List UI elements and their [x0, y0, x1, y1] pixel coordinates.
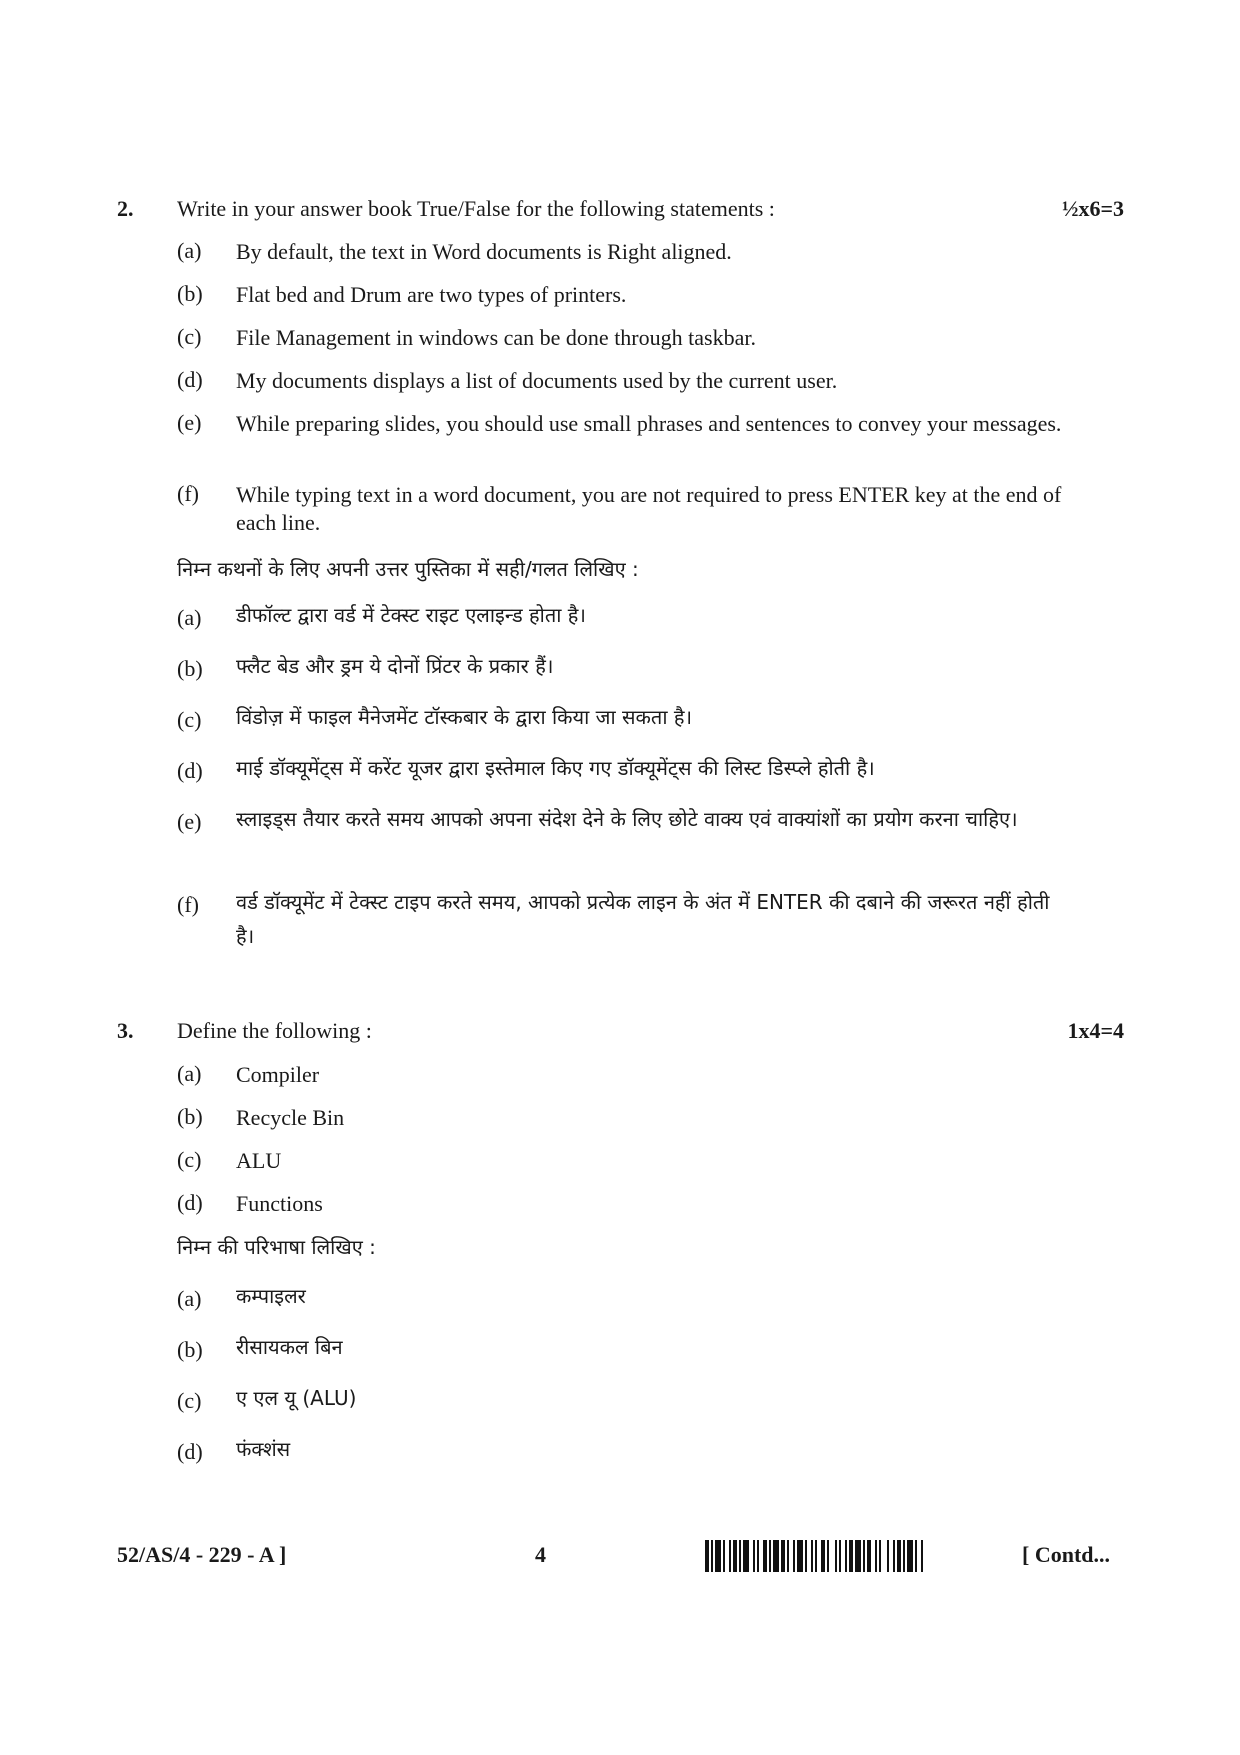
- q2-hindi-item-b-text: फ्लैट बेड और ड्रम ये दोनों प्रिंटर के प्रकार हैं।: [236, 654, 554, 678]
- q2-hindi-intro: निम्न कथनों के लिए अपनी उत्तर पुस्तिका में सही/गलत लिखिए :: [177, 557, 639, 581]
- q2-item-d-label: (d): [177, 367, 203, 392]
- q3-item-a-label: (a): [177, 1061, 202, 1086]
- q2-item-a-label: (a): [177, 238, 202, 263]
- q3-hindi-item-b-label: (b): [177, 1337, 203, 1362]
- q2-hindi-item-b-label: (b): [177, 656, 203, 681]
- q3-item-a-text: Compiler: [236, 1062, 320, 1087]
- q2-item-c-label: (c): [177, 324, 202, 349]
- q3-item-d-label: (d): [177, 1190, 203, 1215]
- q3-hindi-item-c-label: (c): [177, 1388, 202, 1413]
- question-2-marks: ½x6=3: [1061, 196, 1124, 221]
- question-3-text: Define the following :: [177, 1018, 372, 1043]
- q2-item-f-text: While typing text in a word document, you are not required to press ENTER key at the end of each line.: [236, 482, 1062, 535]
- q2-item-e-label: (e): [177, 410, 202, 435]
- q2-item-b-text: Flat bed and Drum are two types of printers.: [236, 282, 627, 307]
- q2-item-a-text: By default, the text in Word documents is Right aligned.: [236, 239, 732, 264]
- q3-hindi-item-d-label: (d): [177, 1439, 203, 1464]
- q2-hindi-item-e-text: स्लाइड्स तैयार करते समय आपको अपना संदेश देने के लिए छोटे वाक्य एवं वाक्यांशों का प्रयोग करना चाहिए।: [236, 807, 1018, 831]
- q2-hindi-item-c-text: विंडोज़ में फाइल मैनेजमेंट टॉस्कबार के द्वारा किया जा सकता है।: [236, 705, 693, 729]
- question-2-number: 2.: [117, 196, 134, 221]
- continued-label: [ Contd...: [1022, 1542, 1111, 1567]
- q2-hindi-item-d-text: माई डॉक्यूमेंट्स में करेंट यूजर द्वारा इस्तेमाल किए गए डॉक्यूमेंट्स की लिस्ट डिस्प्ले होती है।: [236, 756, 875, 780]
- q3-item-b-text: Recycle Bin: [236, 1105, 345, 1130]
- q2-hindi-item-d-label: (d): [177, 758, 203, 783]
- q3-item-c-text: ALU: [236, 1148, 282, 1173]
- q2-item-d-text: My documents displays a list of documents used by the current user.: [236, 368, 838, 393]
- q2-hindi-item-a-label: (a): [177, 605, 202, 630]
- q2-item-b-label: (b): [177, 281, 203, 306]
- barcode: [705, 1540, 1005, 1572]
- q3-hindi-item-d-text: फंक्शंस: [236, 1437, 291, 1461]
- q3-hindi-item-c-text: ए एल यू (ALU): [236, 1386, 357, 1410]
- q3-hindi-intro: निम्न की परिभाषा लिखिए :: [177, 1235, 376, 1259]
- question-2-text: Write in your answer book True/False for the following statements :: [177, 196, 775, 221]
- paper-code: 52/AS/4 - 229 - A ]: [117, 1542, 287, 1567]
- q3-hindi-item-b-text: रीसायकल बिन: [236, 1335, 343, 1359]
- q2-item-c-text: File Management in windows can be done through taskbar.: [236, 325, 756, 350]
- q2-hindi-item-f-label: (f): [177, 892, 199, 917]
- q3-hindi-item-a-label: (a): [177, 1286, 202, 1311]
- page-number: 4: [535, 1542, 546, 1567]
- q2-item-e-text: While preparing slides, you should use small phrases and sentences to convey your messages.: [236, 411, 1062, 436]
- q3-item-c-label: (c): [177, 1147, 202, 1172]
- q2-hindi-item-e-label: (e): [177, 809, 202, 834]
- q2-hindi-item-c-label: (c): [177, 707, 202, 732]
- question-3-number: 3.: [117, 1018, 134, 1043]
- question-3-marks: 1x4=4: [1067, 1018, 1124, 1043]
- q3-item-b-label: (b): [177, 1104, 203, 1129]
- q2-hindi-item-f-text: वर्ड डॉक्यूमेंट में टेक्स्ट टाइप करते समय, आपको प्रत्येक लाइन के अंत में ENTER की दबाने की जरूरत नहीं होती है।: [236, 890, 1050, 948]
- q3-item-d-text: Functions: [236, 1191, 323, 1216]
- q3-hindi-item-a-text: कम्पाइलर: [236, 1284, 306, 1308]
- q2-item-f-label: (f): [177, 481, 199, 506]
- q2-hindi-item-a-text: डीफॉल्ट द्वारा वर्ड में टेक्स्ट राइट एलाइन्ड होता है।: [236, 603, 586, 627]
